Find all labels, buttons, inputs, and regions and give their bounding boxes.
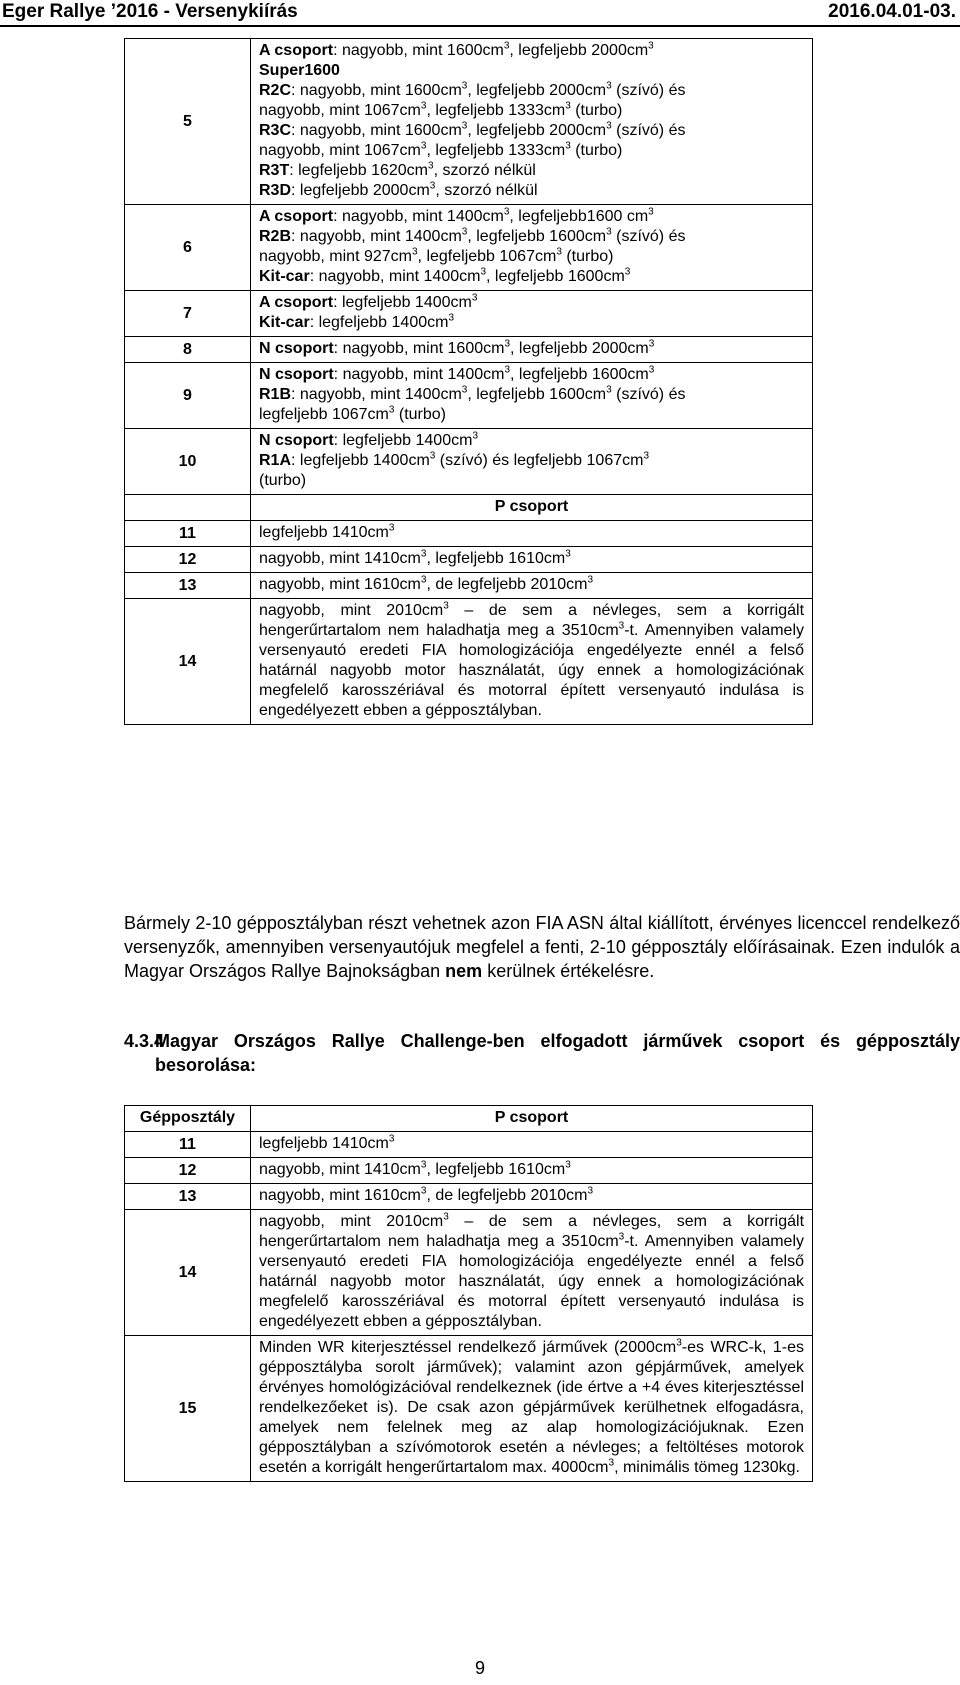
description-line [259, 549, 804, 569]
text-run: , legfeljebb 2000cm [467, 122, 607, 139]
class-description [251, 429, 813, 495]
class-description [251, 599, 813, 725]
table-row [125, 1158, 813, 1184]
description-line [259, 247, 804, 267]
text-run: legfeljebb 1410cm [259, 524, 389, 541]
text-run: , legfeljebb1600 cm [509, 208, 649, 225]
text-run: : legfeljebb 1620cm [289, 162, 428, 179]
description-line [259, 1186, 804, 1206]
class-description [251, 1158, 813, 1184]
text-run: : nagyobb, mint 1400cm [333, 366, 505, 383]
table-row [125, 1210, 813, 1336]
column-header-group: P csoport [251, 1106, 813, 1132]
class-number: 15 [125, 1336, 251, 1482]
class-description [251, 337, 813, 363]
superscript: 3 [643, 450, 650, 462]
superscript: 3 [420, 100, 427, 112]
text-run: (turbo) [561, 248, 614, 265]
table-row [125, 205, 813, 291]
class-number: 13 [125, 573, 251, 599]
text-run: , legfeljebb 1600cm [467, 386, 607, 403]
table-row [125, 291, 813, 337]
bold-text: R2B [259, 228, 292, 245]
class-number: 14 [125, 1210, 251, 1336]
class-number: 9 [125, 363, 251, 429]
text-run: -es WRC-k, 1-es gépposztályba sorolt járművek); valamint azon gépjárművek, amelyek érvényes homológizációval rendelkeznek (ide értve a +4 éves kiterjesztéssel rendelkezőeket is). De csak azon gépjárművek kerülhetnek elfogadásra, amelyek nem felelnek meg az alap homologizációjuknak. Ezen gépposztályban a szívómotorok esetén a névleges; a feltöltéses motorok esetén a korrigált hengerűrtartalom max. 4000cm [259, 1339, 805, 1476]
text-run: (szívó) és [611, 82, 686, 99]
class-description [251, 1210, 813, 1336]
table-row [125, 599, 813, 725]
description-line [259, 161, 804, 181]
superscript: 3 [503, 40, 510, 52]
description-line [259, 227, 804, 247]
text-run: , de legfeljebb 2010cm [426, 576, 588, 593]
description-line [259, 365, 804, 385]
text-run: : nagyobb, mint 1400cm [309, 268, 481, 285]
description-line [259, 471, 804, 491]
description-line [259, 41, 804, 61]
text-run: – de sem a névleges, sem a korrigált hengerűrtartalom nem haladhatja meg a 3510cm [259, 1213, 805, 1250]
class-description [251, 1336, 813, 1482]
superscript: 3 [461, 226, 468, 238]
description-line [259, 1212, 804, 1332]
bold-text: R3C [259, 122, 292, 139]
class-number: 11 [125, 521, 251, 547]
superscript: 3 [411, 246, 418, 258]
text-run: -t. Amennyiben valamely versenyautó eredeti FIA homologizációja engedélyezte ennél a felső határnál nagyobb motor használatát, úgy ennek a homologizációnak megfelelő karosszériával és motorral épített versenyautó indulása is engedélyezett ebben a gépposztályban. [259, 1233, 804, 1330]
text-run: : nagyobb, mint 1400cm [333, 208, 504, 225]
superscript: 3 [606, 120, 612, 132]
text-run: (szívó) és [611, 228, 686, 245]
section-heading [124, 1029, 960, 1077]
superscript: 3 [648, 338, 655, 350]
class-description [251, 291, 813, 337]
class-number: 10 [125, 429, 251, 495]
table-row [125, 337, 813, 363]
class-table-2 [124, 1105, 813, 1482]
bold-text: R3T [259, 162, 290, 179]
description-line [259, 141, 804, 161]
section-title: Magyar Országos Rallye Challenge-ben elfogadott járművek csoport és gépposztály besorolása: [155, 1031, 960, 1075]
description-line [259, 181, 804, 201]
superscript: 3 [606, 384, 612, 396]
text-run: Bármely 2-10 gépposztályban részt vehetnek azon FIA ASN által kiállított, érvényes licenccel rendelkező versenyzők, amennyiben versenyautójuk megfelel a fenti, 2-10 gépposztály előírásainak. Ezen indulók a Magyar Országos Rallye Bajnokságban [124, 913, 960, 981]
text-run: (turbo) [394, 406, 447, 423]
text-run: , legfeljebb 1333cm [426, 102, 566, 119]
text-run: -t. Amennyiben valamely versenyautó eredeti FIA homologizációja engedélyezte ennél a felső határnál nagyobb motor használatát, úgy ennek a homologizációnak megfelelő karosszériával és motorral épített versenyautó indulása is engedélyezett ebben a gépposztályban. [259, 622, 804, 719]
superscript: 3 [429, 450, 436, 462]
bold-text: nem [445, 961, 483, 981]
bold-text: Super1600 [259, 62, 340, 79]
text-run: : legfeljebb 1400cm [291, 452, 430, 469]
text-run: nagyobb, mint 1067cm [259, 102, 421, 119]
class-table-1 [124, 38, 813, 725]
superscript: 3 [503, 206, 510, 218]
event-date: 2016.04.01-03. [828, 1, 956, 22]
text-run: , szorzó nélkül [435, 182, 538, 199]
text-run: (turbo) [259, 472, 307, 489]
bold-text: R1B [259, 386, 292, 403]
description-line [259, 121, 804, 141]
column-header-class: Gépposztály [125, 1106, 251, 1132]
description-line [259, 451, 804, 471]
table-row [125, 521, 813, 547]
superscript: 3 [504, 364, 510, 376]
text-run: , legfeljebb 2000cm [510, 340, 649, 357]
section-number: 4.3.4 [124, 1031, 165, 1051]
text-run: , legfeljebb 1600cm [467, 228, 607, 245]
superscript: 3 [443, 1211, 449, 1223]
description-line [259, 339, 804, 359]
text-run: : nagyobb, mint 1600cm [291, 122, 462, 139]
group-header-row [125, 1106, 813, 1132]
superscript: 3 [648, 206, 654, 218]
description-line [259, 61, 804, 81]
superscript: 3 [606, 80, 612, 92]
superscript: 3 [624, 266, 631, 278]
bold-text: N csoport [259, 340, 334, 357]
column-header-class [125, 495, 251, 521]
table-row [125, 573, 813, 599]
text-run: , szorzó nélkül [433, 162, 536, 179]
group-header-row [125, 495, 813, 521]
table-row [125, 547, 813, 573]
class-description [251, 547, 813, 573]
superscript: 3 [471, 292, 478, 304]
description-line [259, 1338, 804, 1478]
bold-text: R2C [259, 82, 292, 99]
superscript: 3 [565, 548, 571, 560]
bold-text: N csoport [259, 366, 334, 383]
text-run: : legfeljebb 1400cm [333, 432, 473, 449]
text-run: , legfeljebb 1600cm [486, 268, 625, 285]
class-description [251, 1132, 813, 1158]
description-line [259, 431, 804, 451]
bold-text: Kit-car [259, 268, 310, 285]
text-run: nagyobb, mint 2010cm [259, 602, 444, 619]
description-line [259, 207, 804, 227]
description-line [259, 313, 804, 333]
column-header-group: P csoport [251, 495, 813, 521]
text-run: : nagyobb, mint 1600cm [291, 82, 462, 99]
description-line [259, 101, 804, 121]
text-run: , legfeljebb 1600cm [510, 366, 649, 383]
class-number: 7 [125, 291, 251, 337]
bold-text: N csoport [259, 432, 334, 449]
bold-text: A csoport [259, 294, 334, 311]
table-row [125, 1184, 813, 1210]
class-number: 12 [125, 547, 251, 573]
text-run: (szívó) és [611, 122, 686, 139]
class-description [251, 363, 813, 429]
superscript: 3 [388, 404, 395, 416]
text-run: , legfeljebb 1333cm [426, 142, 566, 159]
description-line [259, 1134, 804, 1154]
table-row [125, 429, 813, 495]
superscript: 3 [448, 312, 455, 324]
text-run: : nagyobb, mint 1400cm [291, 386, 462, 403]
description-line [259, 81, 804, 101]
text-run: nagyobb, mint 1410cm [259, 550, 421, 567]
text-run: , legfeljebb 2000cm [509, 42, 649, 59]
text-run: nagyobb, mint 1067cm [259, 142, 421, 159]
bold-text: Kit-car [259, 314, 310, 331]
text-run: (szívó) és legfeljebb 1067cm [435, 452, 644, 469]
text-run: (turbo) [570, 142, 623, 159]
description-line [259, 405, 804, 425]
text-run: , de legfeljebb 2010cm [426, 1187, 588, 1204]
text-run: legfeljebb 1067cm [259, 406, 389, 423]
superscript: 3 [587, 574, 593, 586]
superscript: 3 [428, 160, 434, 172]
description-line [259, 523, 804, 543]
description-line [259, 385, 804, 405]
document-title: Eger Rallye ’2016 - Versenykiírás [2, 1, 298, 22]
page-number: 9 [474, 1658, 485, 1678]
class-number: 5 [125, 39, 251, 205]
superscript: 3 [565, 140, 571, 152]
superscript: 3 [587, 1185, 593, 1197]
superscript: 3 [420, 548, 427, 560]
text-run: nagyobb, mint 1610cm [259, 576, 421, 593]
superscript: 3 [472, 430, 478, 442]
text-run: : nagyobb, mint 1600cm [333, 42, 504, 59]
class-number: 14 [125, 599, 251, 725]
bold-text: A csoport [259, 42, 334, 59]
text-run: : legfeljebb 2000cm [291, 182, 430, 199]
text-run: : nagyobb, mint 1600cm [333, 340, 505, 357]
superscript: 3 [480, 266, 487, 278]
superscript: 3 [461, 80, 468, 92]
text-run: , legfeljebb 2000cm [467, 82, 607, 99]
class-number: 12 [125, 1158, 251, 1184]
text-run: legfeljebb 1410cm [259, 1135, 389, 1152]
text-run: (szívó) és [611, 386, 686, 403]
superscript: 3 [429, 180, 436, 192]
description-line [259, 267, 804, 287]
class-description [251, 1184, 813, 1210]
class-number: 13 [125, 1184, 251, 1210]
table-row [125, 1132, 813, 1158]
text-run: nagyobb, mint 1410cm [259, 1161, 421, 1178]
description-line [259, 575, 804, 595]
bold-text: A csoport [259, 208, 334, 225]
class-description [251, 205, 813, 291]
class-number: 8 [125, 337, 251, 363]
superscript: 3 [648, 364, 655, 376]
text-run: , legfeljebb 1610cm [426, 1161, 566, 1178]
superscript: 3 [565, 100, 571, 112]
superscript: 3 [618, 1231, 625, 1243]
text-run: : legfeljebb 1400cm [309, 314, 449, 331]
class-description [251, 573, 813, 599]
superscript: 3 [648, 40, 654, 52]
text-run: Minden WR kiterjesztéssel rendelkező járművek (2000cm [259, 1339, 677, 1356]
class-description [251, 521, 813, 547]
description-line [259, 1160, 804, 1180]
bold-text: R3D [259, 182, 292, 199]
table-row [125, 1336, 813, 1482]
superscript: 3 [606, 226, 612, 238]
text-run: – de sem a névleges, sem a korrigált hengerűrtartalom nem haladhatja meg a 3510cm [259, 602, 805, 639]
superscript: 3 [504, 338, 510, 350]
class-number: 6 [125, 205, 251, 291]
text-run: (turbo) [570, 102, 623, 119]
superscript: 3 [388, 522, 395, 534]
text-run: , minimális tömeg 1230kg. [614, 1459, 800, 1476]
table-row [125, 363, 813, 429]
description-line [259, 293, 804, 313]
text-run: nagyobb, mint 927cm [259, 248, 412, 265]
superscript: 3 [608, 1457, 615, 1469]
superscript: 3 [420, 574, 427, 586]
superscript: 3 [420, 1159, 427, 1171]
text-run: : nagyobb, mint 1400cm [291, 228, 462, 245]
text-run: nagyobb, mint 1610cm [259, 1187, 421, 1204]
superscript: 3 [618, 620, 625, 632]
superscript: 3 [420, 140, 427, 152]
superscript: 3 [443, 600, 449, 612]
superscript: 3 [461, 120, 468, 132]
description-line [259, 601, 804, 721]
class-description [251, 39, 813, 205]
text-run: , legfeljebb 1067cm [417, 248, 557, 265]
page-header [0, 0, 960, 27]
superscript: 3 [565, 1159, 571, 1171]
bold-text: R1A [259, 452, 292, 469]
class-number: 11 [125, 1132, 251, 1158]
text-run: kerülnek értékelésre. [482, 961, 655, 981]
superscript: 3 [556, 246, 562, 258]
text-run: : legfeljebb 1400cm [333, 294, 472, 311]
text-run: , legfeljebb 1610cm [426, 550, 566, 567]
superscript: 3 [420, 1185, 427, 1197]
superscript: 3 [461, 384, 468, 396]
text-run: nagyobb, mint 2010cm [259, 1213, 444, 1230]
superscript: 3 [388, 1133, 395, 1145]
superscript: 3 [676, 1337, 682, 1349]
table-row [125, 39, 813, 205]
eligibility-paragraph [124, 911, 960, 983]
